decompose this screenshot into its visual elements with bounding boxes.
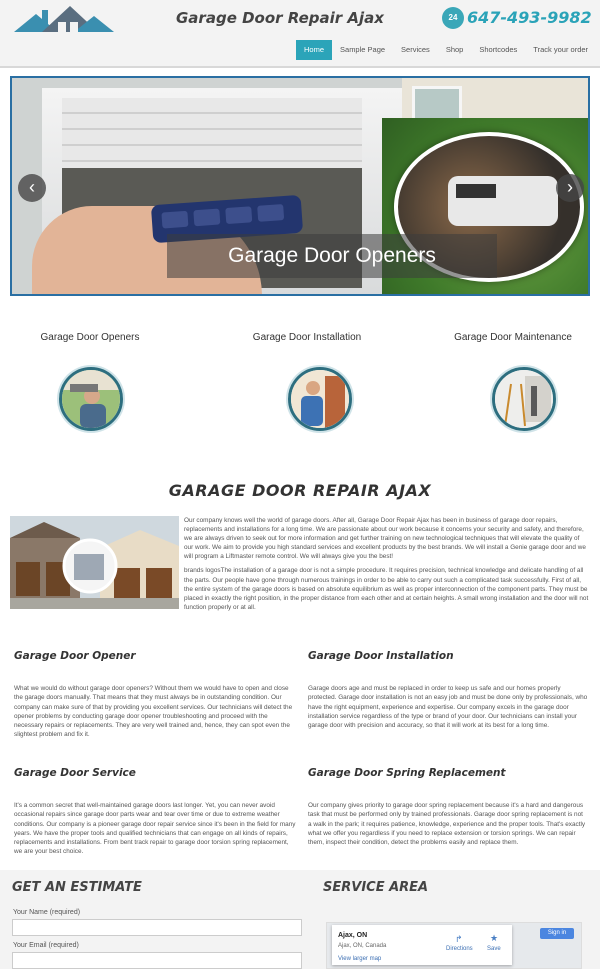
feature-title-installation: Garage Door Installation xyxy=(308,650,454,662)
service-title-installation[interactable]: Garage Door Installation xyxy=(252,332,362,343)
phone-24-icon: 24 xyxy=(442,7,464,29)
slider-prev-arrow-icon[interactable]: ‹ xyxy=(18,174,46,202)
about-paragraph-2: brands logosThe installation of a garage door is not a simple procedure. It requires precision, technical knowledge and delicate handling of all the parts. Our people have gone through numerous trainings in order to be able to carry out such a complicated task successfully. First of all, the entire system of the garage doors is based on absolute equilibrium as well as proper interconnection of the component parts. They must be placed in exactly the right position, in the proper distance from each other and at certain heights. A small wrong installation and the door will not function properly or at all. xyxy=(184,567,589,611)
nav-shortcodes[interactable]: Shortcodes xyxy=(479,45,518,54)
service-title-maintenance[interactable]: Garage Door Maintenance xyxy=(454,332,572,343)
nav-sample-page[interactable]: Sample Page xyxy=(340,45,386,54)
directions-icon[interactable]: ↱ xyxy=(455,934,463,944)
service-image-maintenance[interactable] xyxy=(492,367,556,431)
service-area-heading: SERVICE AREA xyxy=(323,880,429,895)
feature-title-service: Garage Door Service xyxy=(14,767,136,779)
feature-text-opener: What we would do without garage door openers? Without them we would have to open and close the garage doors manually. That means that they must always be in outstanding condition. Our company can make sure of that by providing you excellent services. Our technicians will detect the opener problems by conducting garage door opener troubleshooting and proceed with the necessary repairs or replacements. They are very well trained and, hence, they can spot even the slightest problem and fix it. xyxy=(14,685,293,739)
nav-shop[interactable]: Shop xyxy=(445,45,464,54)
name-input[interactable] xyxy=(12,919,302,936)
name-label: Your Name (required) xyxy=(13,909,81,916)
site-header xyxy=(0,0,600,68)
feature-text-installation: Garage doors age and must be replaced in order to keep us safe and our homes properly protected. Garage door installation is not an easy job and must be done only by professionals, who have the right equipment, experience and expertise. Our company excels in the garage door installation service regardless of the type or brand of your door. Our technicians can install your garage door with precision and accuracy, so that it will work at its best for a long time. xyxy=(308,685,588,730)
house-logo-icon[interactable] xyxy=(12,4,116,36)
feature-title-spring: Garage Door Spring Replacement xyxy=(308,767,506,779)
nav-home[interactable]: Home xyxy=(296,40,332,60)
hero-slider[interactable] xyxy=(10,76,590,296)
service-image-installation[interactable] xyxy=(288,367,352,431)
slide-door-slats xyxy=(62,98,362,168)
service-title-openers[interactable]: Garage Door Openers xyxy=(40,332,140,343)
feature-text-spring: Our company gives priority to garage door spring replacement because it's a hard and dangerous task that must be performed only by trained professionals. Garage door spring replacement is not a walk in the park; it requires patience, knowledge, experience and the proper tools. That's exactly what we offer you regardless if you need to replace extension or torsion springs. We can repair them, inspect their condition, detect the problems easily and replace them. xyxy=(308,802,586,847)
map-signin-button[interactable]: Sign in xyxy=(540,928,574,939)
slider-next-arrow-icon[interactable]: › xyxy=(556,174,584,202)
phone-number[interactable]: 647-493-9982 xyxy=(467,8,592,27)
about-heading: GARAGE DOOR REPAIR AJAX xyxy=(168,481,432,500)
about-paragraph-1: Our company knows well the world of garage doors. After all, Garage Door Repair Ajax has been in business of garage door repairs, replacements and installations for a long time. We are passionate about our work because it concerns your security and safety, and therefore, we are always driven to seek out for more information and get further training on new technological techniques that will elevate the quality of our work. We aim to provide you high standard services and excellent products by the best brands. We will install a Genie garage door and we will program a Liftmaster remote control. We will always give you the best! xyxy=(184,517,586,561)
nav-services[interactable]: Services xyxy=(401,45,430,54)
map-larger-link[interactable]: View larger map xyxy=(338,956,382,962)
nav-track-order[interactable]: Track your order xyxy=(533,45,589,54)
feature-text-service: It's a common secret that well-maintained garage doors last longer. Yet, you can never avoid occasional repairs since garage door parts wear and tear over time or due to extreme weather conditions. Our company is a pioneer garage door repair service since it's been in the field for many years. We have the proper tools and qualified technicians that can engage on all kinds of repairs, replacements and installations. From bent track repair to garage door torsion spring replacement, we are your best choice. xyxy=(14,802,296,856)
site-title[interactable]: Garage Door Repair Ajax xyxy=(176,9,384,27)
estimate-heading: GET AN ESTIMATE xyxy=(12,880,142,895)
main-nav xyxy=(296,40,596,60)
service-image-openers[interactable] xyxy=(59,367,123,431)
map-save-link[interactable]: Save xyxy=(487,946,501,952)
email-input[interactable] xyxy=(12,952,302,969)
star-icon[interactable]: ★ xyxy=(490,933,499,943)
slide-opener-label xyxy=(456,184,496,198)
map-directions-link[interactable]: Directions xyxy=(446,946,473,952)
feature-title-opener: Garage Door Opener xyxy=(14,650,136,662)
map-place-name: Ajax, ON xyxy=(338,932,368,939)
email-label: Your Email (required) xyxy=(13,942,79,949)
slide-caption: Garage Door Openers xyxy=(167,234,497,278)
about-text xyxy=(184,516,590,617)
map-place-address: Ajax, ON, Canada xyxy=(338,943,387,949)
about-garage-image xyxy=(10,516,179,609)
